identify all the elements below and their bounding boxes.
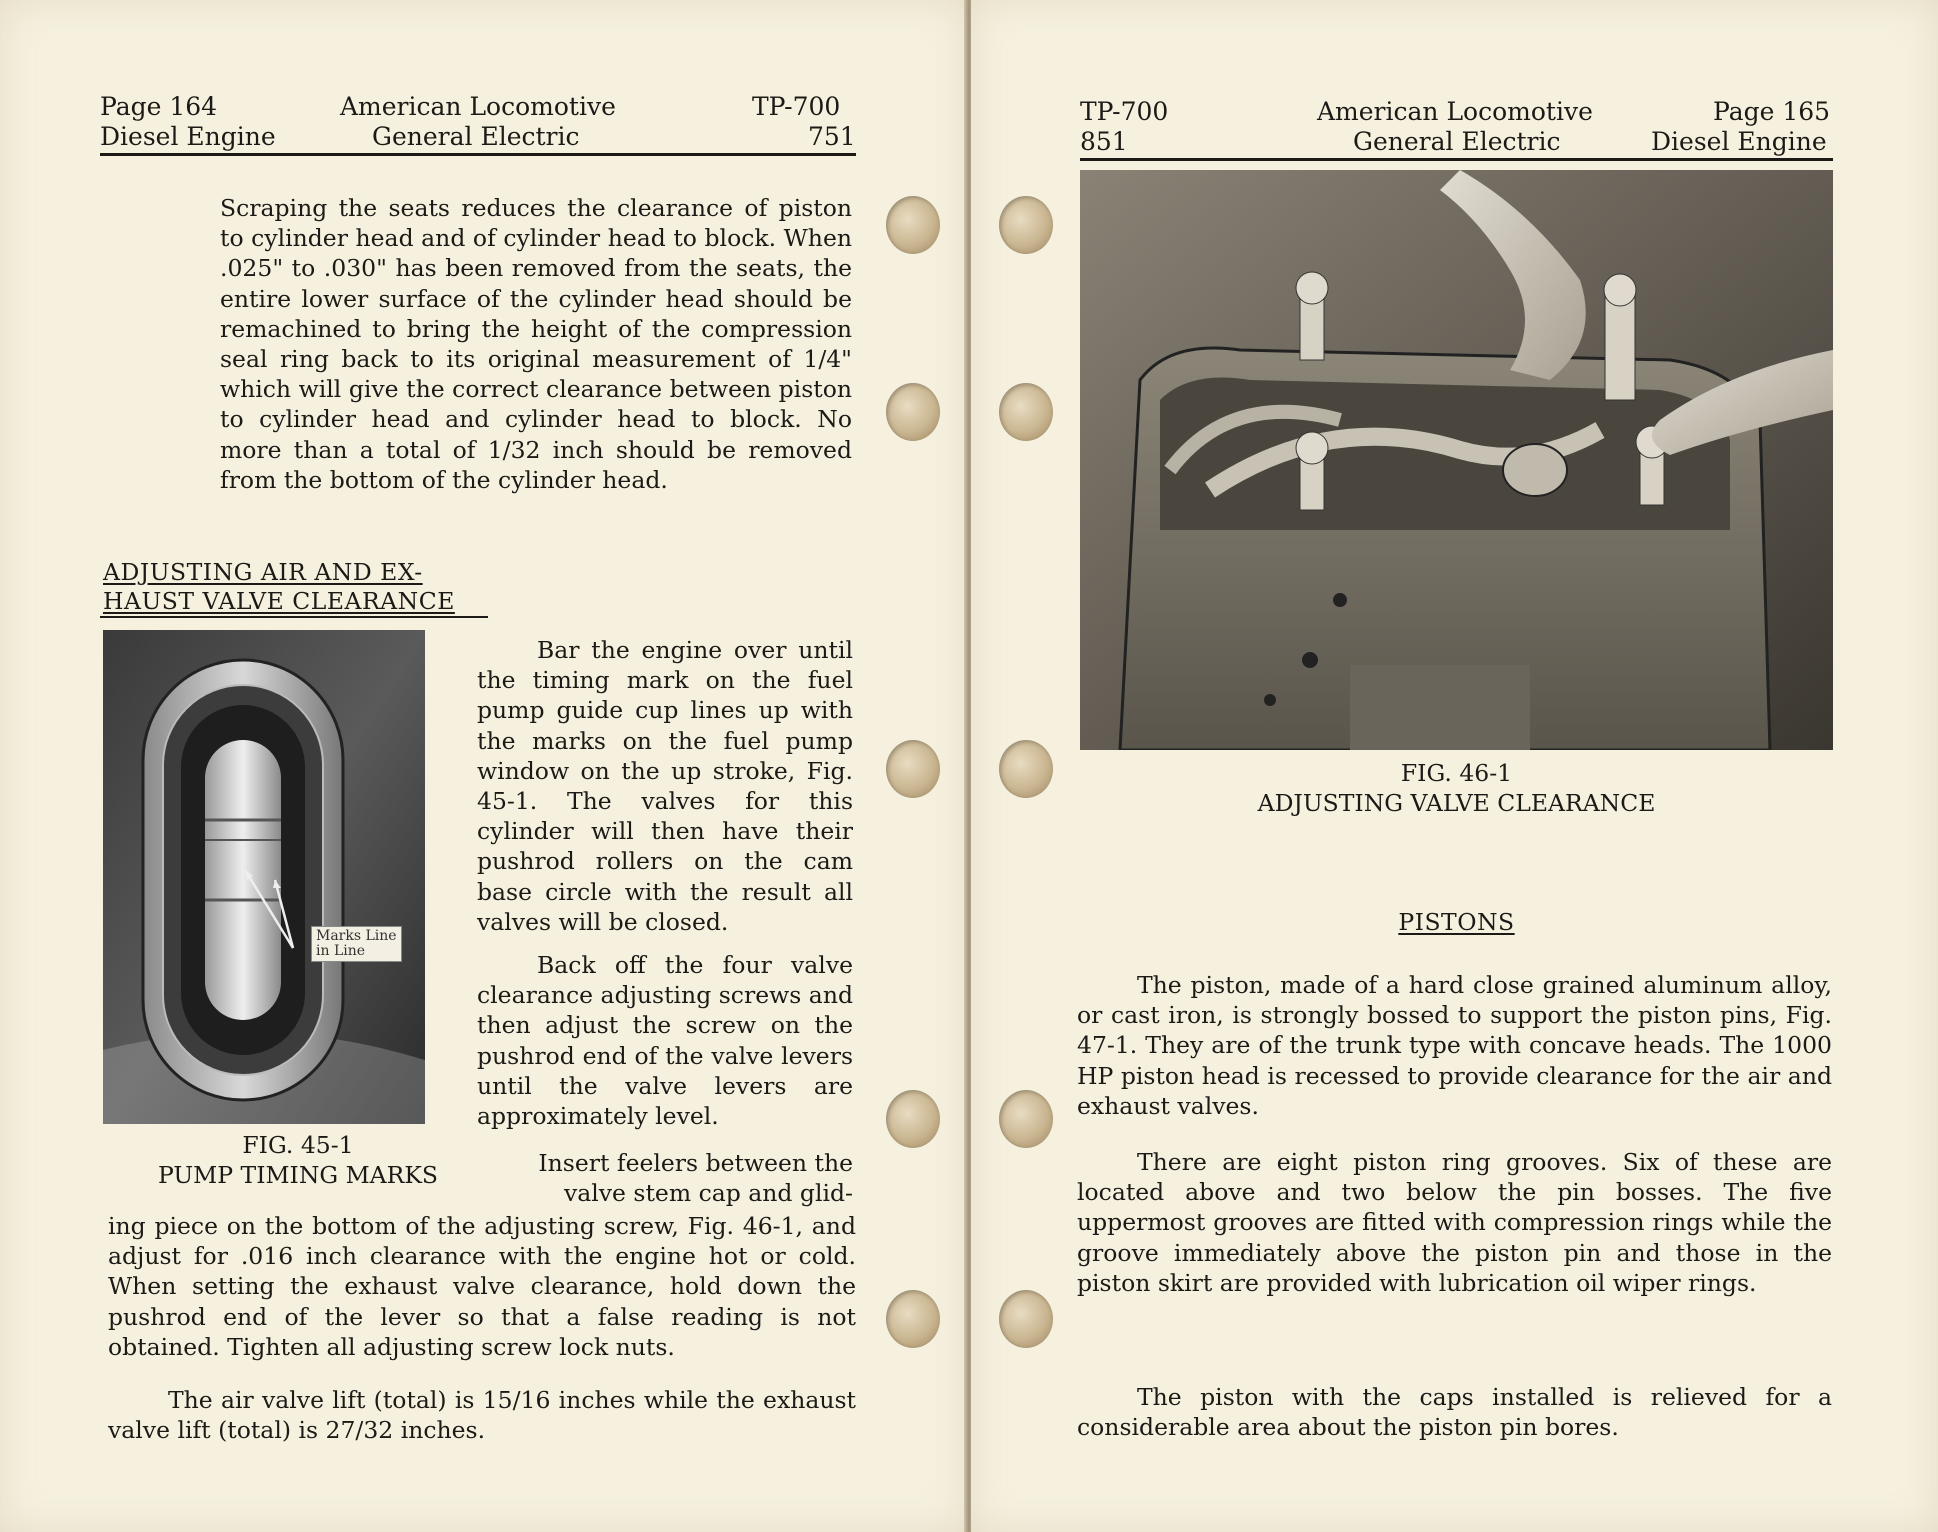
binder-hole [886, 1290, 940, 1348]
marks-label-line2: in Line [316, 943, 366, 959]
binder-hole [886, 1090, 940, 1148]
binder-hole [999, 1290, 1053, 1348]
bar-engine-text: Bar the engine over until the timing mark on the fuel pump guide cup lines up with the marks on the fuel pump window on the up stroke, Fig. 45-1. The valves for this cylinder will then have their pushrod rollers on the cam base circle with the result all valves will be closed. [477, 636, 853, 936]
binder-hole [886, 740, 940, 798]
back-off-text: Back off the four valve clearance adjusting screws and then adjust the screw on the pushrod end of the valve levers until the valve levers are approximately level. [477, 951, 853, 1131]
binder-hole [999, 740, 1053, 798]
valve-clearance-photo [1080, 170, 1833, 750]
pistons-text-2: There are eight piston ring grooves. Six of these are located above and two below the pin bosses. The five uppermost grooves are fitted with compression rings while the groove immediately above the piston pin and those in the piston skirt are provided with lubrication oil wiper rings. [1077, 1148, 1832, 1297]
doc-code: TP-700 [752, 92, 841, 121]
binder-hole [886, 383, 940, 441]
page-number: Page 165 [1713, 97, 1831, 126]
pump-window-illustration [103, 630, 425, 1124]
heading-line2: HAUST VALVE CLEARANCE [103, 587, 455, 615]
valve-lift-text: The air valve lift (total) is 15/16 inches while the exhaust valve lift (total) is 27/32 inches. [108, 1386, 856, 1445]
marks-line-label [311, 926, 402, 962]
binder-hole [886, 196, 940, 254]
pistons-para-3 [1077, 1382, 1832, 1442]
pistons-text-3: The piston with the caps installed is relieved for a considerable area about the piston pin bores. [1077, 1383, 1832, 1442]
fig-45-title: PUMP TIMING MARKS [157, 1161, 439, 1189]
pistons-para-1 [1077, 970, 1832, 1121]
para-back-off [477, 950, 853, 1131]
doc-number: 851 [1080, 127, 1128, 156]
para-insert-feelers-rest [108, 1211, 856, 1362]
figure-46-caption [1080, 758, 1833, 818]
header-rule [100, 153, 856, 156]
pistons-title: PISTONS [1398, 908, 1515, 936]
section-title: Diesel Engine [1651, 127, 1827, 156]
heading-rule [100, 616, 488, 618]
intro-text: Scraping the seats reduces the clearance of piston to cylinder head and of cylinder head to block. When .025" to .030" has been removed from the seats, the entire lower surface of the cylinder head should be remachined to bring the height of the compression seal ring back to its original measurement of 1/4" which will give the correct clearance between piston to cylinder head and cylinder head to block. No more than a total of 1/32 inch should be removed from the bottom of the cylinder head. [220, 194, 852, 494]
page-number: Page 164 [100, 92, 218, 121]
intro-paragraph [220, 193, 852, 495]
insert-feelers-rest: ing piece on the bottom of the adjusting screw, Fig. 46-1, and adjust for .016 inch clearance with the engine hot or cold. When setting the exhaust valve clearance, hold down the pushrod end of the lever so that a false reading is not obtained. Tighten all adjusting screw lock nuts. [108, 1212, 856, 1361]
para-valve-lift [108, 1385, 856, 1445]
section-title: Diesel Engine [100, 122, 276, 151]
header-rule [1080, 158, 1833, 161]
company-line2: General Electric [372, 122, 580, 151]
fig-45-number: FIG. 45-1 [242, 1131, 354, 1159]
company-line1: American Locomotive [340, 92, 616, 121]
section-heading [103, 558, 455, 616]
binder-hole [999, 383, 1053, 441]
binder-hole [999, 1090, 1053, 1148]
insert-feelers-first: Insert feelers between the valve stem cap and glid- [538, 1149, 853, 1208]
para-insert-feelers-start [477, 1148, 853, 1208]
pistons-text-1: The piston, made of a hard close grained aluminum alloy, or cast iron, is strongly bossed to support the piston pins, Fig. 47-1. They are of the trunk type with concave heads. The 1000 HP piston head is recessed to provide clearance for the air and exhaust valves. [1077, 971, 1832, 1120]
pistons-para-2 [1077, 1147, 1832, 1298]
doc-code: TP-700 [1080, 97, 1169, 126]
figure-45-caption [103, 1130, 493, 1190]
fig-46-number: FIG. 46-1 [1400, 759, 1513, 787]
company-line1: American Locomotive [1317, 97, 1593, 126]
right-page [971, 0, 1938, 1532]
binder-hole [999, 196, 1053, 254]
company-line2: General Electric [1353, 127, 1561, 156]
pump-timing-photo [103, 630, 425, 1124]
doc-number: 751 [808, 122, 856, 151]
para-bar-engine [477, 635, 853, 937]
pistons-heading [971, 908, 1938, 937]
marks-label-line1: Marks Line [316, 928, 397, 944]
left-page [0, 0, 967, 1532]
fig-46-title: ADJUSTING VALVE CLEARANCE [1257, 789, 1656, 817]
heading-line1: ADJUSTING AIR AND EX- [103, 558, 423, 586]
cylinder-head-illustration [1080, 170, 1833, 750]
